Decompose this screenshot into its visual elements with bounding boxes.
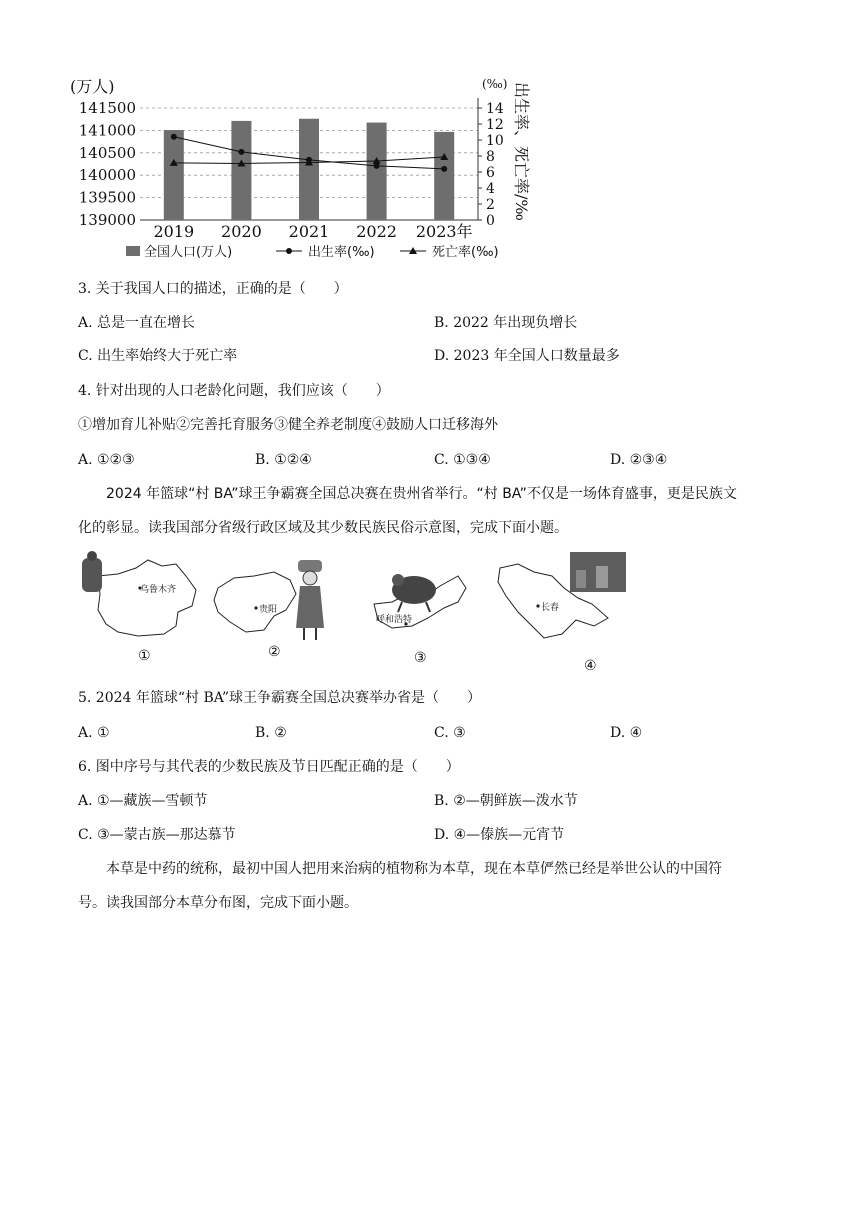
right-tick-label: 12 <box>486 117 504 133</box>
question-3-stem: 3. 关于我国人口的描述，正确的是（ ） <box>78 281 348 297</box>
right-axis-unit: (‰) <box>482 77 508 91</box>
right-tick-label: 14 <box>486 101 504 117</box>
population-bar <box>299 119 319 220</box>
x-tick-label: 2021 <box>288 222 330 241</box>
legend-death-label: 死亡率(‰) <box>432 245 499 260</box>
population-bar <box>434 132 454 220</box>
right-tick-label: 6 <box>486 165 495 181</box>
map-4-city: 长春 <box>541 603 560 613</box>
map-2-guizhou <box>214 560 324 640</box>
left-tick-label: 139500 <box>78 188 136 207</box>
question-4-option-b: B. ①②④ <box>255 452 312 468</box>
map-1-xinjiang <box>82 551 196 636</box>
question-3-option-c: C. 出生率始终大于死亡率 <box>78 348 238 364</box>
legend-bar-swatch <box>126 246 140 256</box>
legend-birth-marker <box>286 248 292 254</box>
map-4-jilin <box>498 552 626 638</box>
question-6-option-a: A. ①—藏族—雪顿节 <box>78 793 208 809</box>
birth-rate-point <box>441 166 447 172</box>
legend-population-label: 全国人口(万人) <box>144 245 233 260</box>
question-3-option-b: B. 2022 年出现负增长 <box>434 315 578 331</box>
population-bar <box>231 121 251 220</box>
question-5-option-d: D. ④ <box>610 725 643 741</box>
passage-cun-ba-line-2: 化的彰显。读我国部分省级行政区域及其少数民族民俗示意图，完成下面小题。 <box>78 520 568 536</box>
left-tick-label: 140500 <box>78 143 136 162</box>
x-tick-label: 2022 <box>356 222 397 241</box>
right-axis-label: 出生率、死亡率/‰ <box>512 82 531 221</box>
population-chart <box>70 70 540 270</box>
map-3-city: 呼和浩特 <box>376 615 413 625</box>
map-2-city: 贵阳 <box>259 605 278 615</box>
passage-bencao-line-1: 本草是中药的统称，最初中国人把用来治病的植物称为本草，现在本草俨然已经是举世公认的中国符 <box>106 861 722 877</box>
population-chart-svg <box>70 70 540 270</box>
map-3-label: ③ <box>414 650 427 666</box>
question-5-option-a: A. ① <box>78 725 110 741</box>
left-axis-unit: (万人) <box>70 77 115 96</box>
question-5-option-c: C. ③ <box>434 725 466 741</box>
photo-4-thumbnail <box>570 552 626 592</box>
question-6-option-c: C. ③—蒙古族—那达慕节 <box>78 827 236 843</box>
passage-bencao <box>78 852 790 920</box>
question-4-stem: 4. 针对出现的人口老龄化问题，我们应该（ ） <box>78 383 390 399</box>
map-1-city: 乌鲁木齐 <box>140 585 177 595</box>
right-tick-label: 2 <box>486 197 495 213</box>
birth-rate-point <box>238 149 244 155</box>
right-tick-label: 8 <box>486 149 495 165</box>
question-4-option-c: C. ①③④ <box>434 452 491 468</box>
left-tick-label: 141500 <box>78 99 136 117</box>
figure-2-ethnic-girl <box>296 560 324 640</box>
left-tick-label: 139000 <box>78 211 136 229</box>
figure-1-ethnic-person <box>82 551 102 592</box>
passage-cun-ba <box>78 477 790 545</box>
birth-rate-point <box>171 134 177 140</box>
right-tick-label: 4 <box>486 181 495 197</box>
question-5-option-b: B. ② <box>255 725 287 741</box>
passage-bencao-line-2: 号。读我国部分本草分布图，完成下面小题。 <box>78 895 358 911</box>
question-4-items: ①增加育儿补贴②完善托育服务③健全养老制度④鼓励人口迁移海外 <box>78 417 498 433</box>
map-2-label: ② <box>268 644 281 660</box>
x-tick-label: 2019 <box>153 222 195 241</box>
question-6-option-b: B. ②—朝鲜族—泼水节 <box>434 793 578 809</box>
right-tick-label: 10 <box>486 133 504 149</box>
map-4-label: ④ <box>584 658 597 674</box>
passage-cun-ba-line-1: 2024 年篮球“村 BA”球王争霸赛全国总决赛在贵州省举行。“村 BA”不仅是一场体育盛事，更是民族文 <box>106 486 737 502</box>
x-tick-label: 2023年 <box>415 222 473 241</box>
question-3-option-d: D. 2023 年全国人口数量最多 <box>434 348 620 364</box>
question-6-stem: 6. 图中序号与其代表的少数民族及节日匹配正确的是（ ） <box>78 759 460 775</box>
right-tick-label: 0 <box>486 213 495 229</box>
province-maps-figure <box>78 546 638 674</box>
question-3-option-a: A. 总是一直在增长 <box>78 315 196 331</box>
x-tick-label: 2020 <box>221 222 262 241</box>
legend-birth-label: 出生率(‰) <box>308 245 375 260</box>
left-tick-label: 140000 <box>78 166 136 185</box>
question-6-option-d: D. ④—傣族—元宵节 <box>434 827 565 843</box>
population-bar <box>367 123 387 220</box>
question-4-option-a: A. ①②③ <box>78 452 135 468</box>
map-1-label: ① <box>138 648 151 664</box>
question-5-stem: 5. 2024 年篮球“村 BA”球王争霸赛全国总决赛举办省是（ ） <box>78 690 481 706</box>
question-4-option-d: D. ②③④ <box>610 452 668 468</box>
population-bar <box>164 130 184 220</box>
left-tick-label: 141000 <box>78 121 136 140</box>
